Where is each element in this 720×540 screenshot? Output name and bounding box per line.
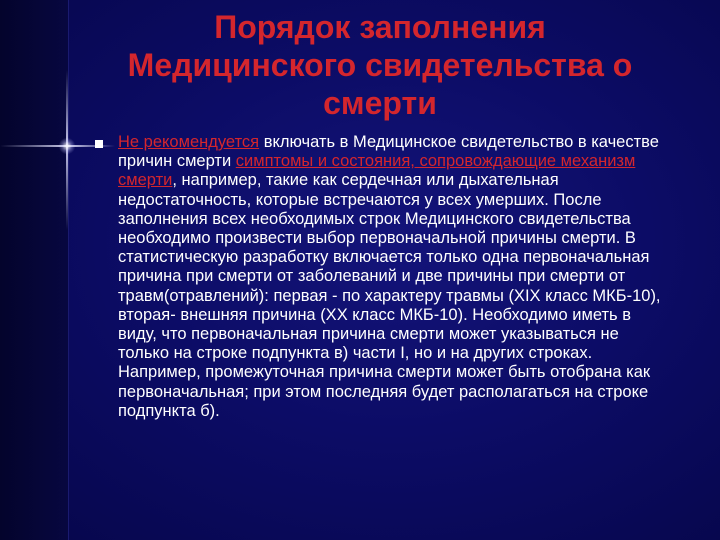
highlight-not-recommended: Не рекомендуется xyxy=(118,133,260,151)
paragraph-text-part-2: , например, такие как сердечная или дыхательная недостаточность, которые встречаются у всех умерших. После заполнения всех необходимых строк Медицинского свидетельства необходимо произвести выбор первоначальной причины смерти. В статистическую разработку включается только одна первоначальная причина при смерти от заболеваний и две причины при смерти от травм(отравлений): первая - по характеру травмы (XIX класс МКБ-10), вторая- внешняя причина (XX класс МКБ-10). Необходимо иметь в виду, что первоначальная причина смерти может указываться не только на строке подпункта в) части I, но и на других строках. Например, промежуточная причина смерти может быть отобрана как первоначальная; при этом последняя будет располагаться на строке подпункта б). xyxy=(118,171,661,420)
square-bullet-icon xyxy=(95,140,103,148)
band-divider-line xyxy=(68,0,69,540)
title-line-2: Медицинского свидетельства о xyxy=(127,47,633,83)
slide-title xyxy=(80,8,680,122)
highlight-symptoms: симптомы и состояния, сопровождающие механизм смерти xyxy=(118,152,636,190)
left-decorative-band xyxy=(0,0,68,540)
title-line-3: смерти xyxy=(323,85,437,121)
paragraph-text-part-1: включать в Медицинское свидетельство в качестве причин смерти xyxy=(118,133,659,171)
title-line-1: Порядок заполнения xyxy=(214,9,546,45)
sparkle-icon xyxy=(58,138,76,154)
bullet-paragraph xyxy=(118,133,674,421)
